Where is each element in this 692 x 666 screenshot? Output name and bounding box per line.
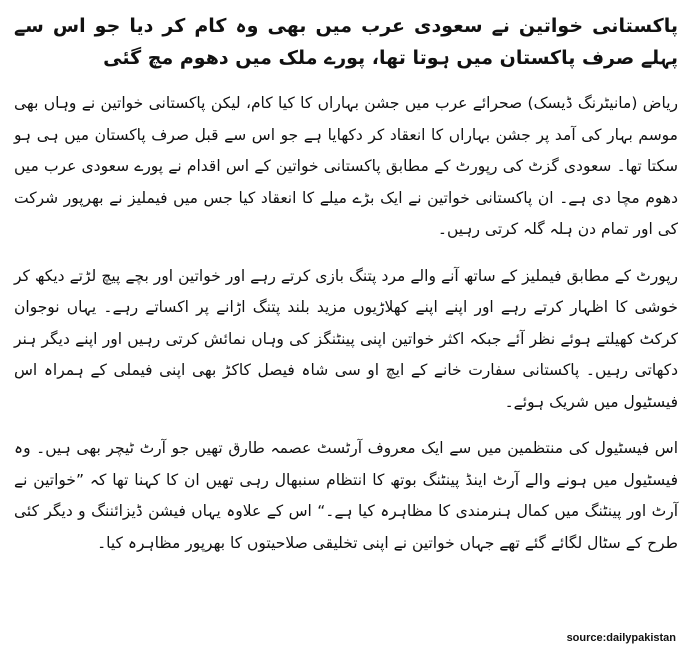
article (14, 10, 678, 574)
article-paragraph: رپورٹ کے مطابق فیملیز کے ساتھ آنے والے مرد پتنگ بازی کرتے رہے اور خواتین اور بچے پیچ لڑتے دیکھ کر خوشی کا اظہار کرتے رہے اور اپنے اپنے کھلاڑیوں مزید بلند پتنگ اڑانے پر اکساتے رہے۔ یہاں نوجوان کرکٹ کھیلتے ہوئے نظر آئے جبکہ اکثر خواتین اپنی پینٹنگز کی وہاں نمائش کرتی رہیں اور اپنے دیگر ہنر دکھاتی رہیں۔ پاکستانی سفارت خانے کے ایچ او سی شاہ فیصل کاکڑ بھی اپنی فیملی کے ہمراہ اس فیسٹیول میں شریک ہوئے۔ (14, 266, 678, 411)
article-paragraph: ریاض (مانیٹرنگ ڈیسک) صحرائے عرب میں جشن بہاراں کا کیا کام، لیکن پاکستانی خواتین نے وہاں بھی موسم بہار کی آمد پر جشن بہاراں کا انعقاد کر دکھایا ہے جو اس سے قبل صرف پاکستان میں ہی ہو سکتا تھا۔ سعودی گزٹ کی رپورٹ کے مطابق پاکستانی خواتین کے اس اقدام نے پورے سعودی عرب میں دھوم مچا دی ہے۔ ان پاکستانی خواتین نے ایک بڑے میلے کا انعقاد کیا جس میں فیملیز نے بھرپور شرکت کی اور تمام دن ہلہ گلہ کرتی رہیں۔ (14, 94, 678, 238)
article-headline: پاکستانی خواتین نے سعودی عرب میں بھی وہ کام کر دیا جو اس سے پہلے صرف پاکستان میں ہوتا تھا، پورے ملک میں دھوم مچ گئی (14, 15, 678, 69)
source-credit: source:dailypakistan (566, 632, 676, 644)
article-paragraph: اس فیسٹیول کی منتظمین میں سے ایک معروف آرٹسٹ عصمہ طارق تھیں جو آرٹ ٹیچر بھی ہیں۔ وہ فیسٹیول میں ہونے والے آرٹ اینڈ پینٹنگ بوتھ کا انتظام سنبھال رہی تھیں ان کا کہنا تھا کہ ”خواتین نے آرٹ اور پینٹنگ میں کمال ہنرمندی کا مظاہرہ کیا ہے۔“ اس کے علاوہ یہاں فیشن ڈیزائننگ و دیگر کئی طرح کے سٹال لگائے گئے تھے جہاں خواتین نے اپنی تخلیقی صلاحیتوں کا بھرپور مظاہرہ کیا۔ (14, 439, 678, 552)
